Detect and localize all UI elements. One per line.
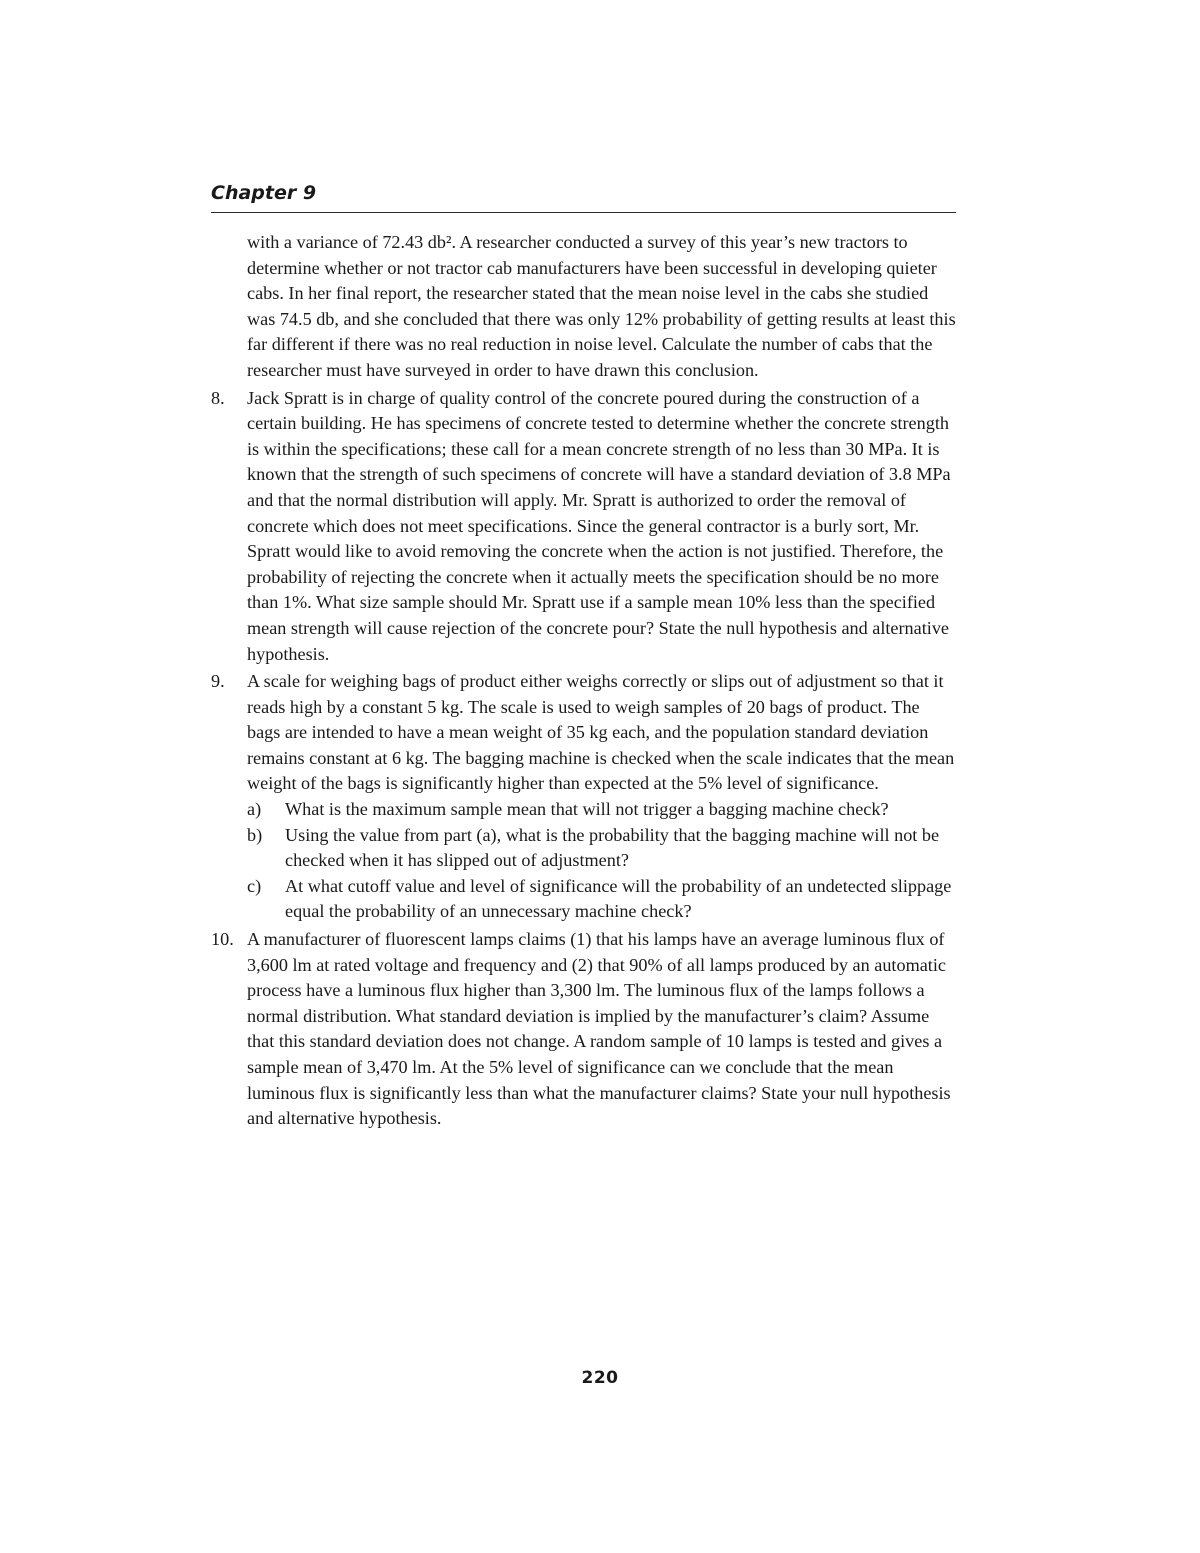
part-text: What is the maximum sample mean that will not trigger a bagging machine check? <box>285 799 889 820</box>
page-header <box>211 180 956 213</box>
problem-number: 10. <box>211 929 234 950</box>
problem-list <box>211 230 956 1134</box>
part-text: At what cutoff value and level of significance will the probability of an undetected slippage equal the probability of an unnecessary machine check? <box>285 875 952 922</box>
problem-9 <box>211 669 956 925</box>
problem-number: 9. <box>211 671 225 692</box>
problem-8 <box>211 386 956 668</box>
problem-7-text: with a variance of 72.43 db². A researcher conducted a survey of this year’s new tractors to determine whether or not tractor cab manufacturers have been successful in developing quieter cabs. In her final report, the researcher stated that the mean noise level in the cabs she studied was 74.5 db, and she concluded that there was only 12% probability of getting results at least this far different if there was no real reduction in noise level. Calculate the number of cabs that the researcher must have surveyed in order to have drawn this conclusion. <box>247 232 956 380</box>
problem-number: 8. <box>211 387 225 408</box>
problem-part-b <box>247 823 956 874</box>
problem-text: A scale for weighing bags of product either weighs correctly or slips out of adjustment so that it reads high by a constant 5 kg. The scale is used to weigh samples of 20 bags of product. The bags are intended to have a mean weight of 35 kg each, and the population standard deviation remains constant at 6 kg. The bagging machine is checked when the scale indicates that the mean weight of the bags is significantly higher than expected at the 5% level of significance. <box>247 671 955 794</box>
problem-text: A manufacturer of fluorescent lamps claims (1) that his lamps have an average luminous flux of 3,600 lm at rated voltage and frequency and (2) that 90% of all lamps produced by an automatic process have a luminous flux higher than 3,300 lm. The luminous flux of the lamps follows a normal distribution. What standard deviation is implied by the manufacturer’s claim? Assume that this standard deviation does not change. A random sample of 10 lamps is tested and gives a sample mean of 3,470 lm. At the 5% level of significance can we conclude that the mean luminous flux is significantly less than what the manufacturer claims? State your null hypothesis and alternative hypothesis. <box>247 929 951 1129</box>
problem-part-c <box>247 874 956 925</box>
page-number: 220 <box>581 1368 619 1388</box>
problem-7-continuation <box>211 230 956 384</box>
problem-9-parts <box>247 797 956 925</box>
part-label: b) <box>247 824 263 845</box>
problem-text: Jack Spratt is in charge of quality control of the concrete poured during the construction of a certain building. He has specimens of concrete tested to determine whether the concrete strength is within the specifications; these call for a mean concrete strength of no less than 30 MPa. It is known that the strength of such specimens of concrete will have a standard deviation of 3.8 MPa and that the normal distribution will apply. Mr. Spratt is authorized to order the removal of concrete which does not meet specifications. Since the general contractor is a burly sort, Mr. Spratt would like to avoid removing the concrete when the action is not justified. Therefore, the probability of rejecting the concrete when it actually meets the specification should be no more than 1%. What size sample should Mr. Spratt use if a sample mean 10% less than the specified mean strength will cause rejection of the concrete pour? State the null hypothesis and alternative hypothesis. <box>247 387 951 664</box>
part-label: a) <box>247 799 262 820</box>
part-text: Using the value from part (a), what is the probability that the bagging machine will not be checked when it has slipped out of adjustment? <box>285 824 940 871</box>
chapter-title: Chapter 9 <box>211 182 317 204</box>
problem-part-a <box>247 797 956 823</box>
problem-10 <box>211 927 956 1132</box>
part-label: c) <box>247 875 262 896</box>
